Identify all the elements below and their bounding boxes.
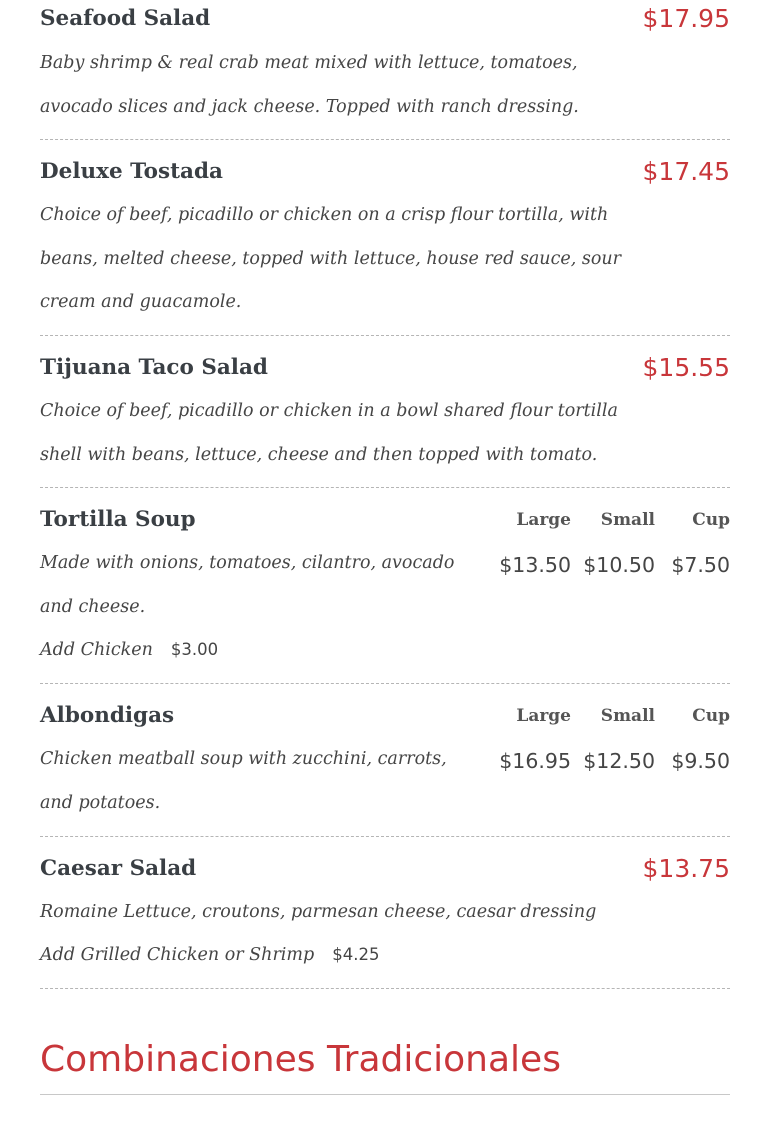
description-line: Baby shrimp & real crab meat mixed with lettuce, tomatoes, [40, 53, 578, 73]
item-name: Albondigas [40, 703, 175, 728]
size-price: $12.50 [583, 749, 655, 773]
menu-list [40, 0, 730, 989]
size-label: Large [516, 510, 571, 530]
item-name: Deluxe Tostada [40, 159, 223, 184]
size-column-large [499, 512, 571, 576]
add-on [40, 947, 379, 965]
menu-item-deluxe-tostada [40, 140, 730, 336]
description-line: beans, melted cheese, topped with lettuce, house red sauce, sour [40, 248, 622, 269]
description-line: Chicken meatball soup with zucchini, carrots, [40, 749, 447, 769]
description-line: avocado slices and jack cheese. Topped with ranch dressing. [40, 96, 579, 117]
section-divider [40, 1094, 730, 1095]
menu-item-tortilla-soup [40, 488, 730, 684]
size-label: Large [516, 706, 571, 726]
add-on-price: $4.25 [332, 945, 380, 964]
description-line: and cheese. [40, 596, 146, 617]
size-column-large [499, 708, 571, 772]
menu-item-albondigas [40, 684, 730, 837]
size-price: $13.50 [499, 553, 571, 577]
description-line: Romaine Lettuce, croutons, parmesan cheese, caesar dressing [40, 902, 597, 922]
size-column-small [583, 708, 655, 772]
description-line: shell with beans, lettuce, cheese and then topped with tomato. [40, 444, 598, 465]
item-description [40, 42, 640, 129]
menu-item-caesar-salad [40, 837, 730, 989]
size-column-small [583, 512, 655, 576]
item-price: $13.75 [642, 854, 730, 883]
item-name: Caesar Salad [40, 856, 197, 881]
item-description [40, 738, 495, 825]
add-on-label: Add Chicken [40, 640, 153, 660]
section-title: Combinaciones Tradicionales [40, 1039, 561, 1080]
size-price: $16.95 [499, 749, 571, 773]
size-label: Small [600, 706, 655, 726]
description-line: cream and guacamole. [40, 292, 242, 312]
add-on-price: $3.00 [170, 640, 219, 659]
size-label: Cup [692, 706, 730, 726]
size-price: $9.50 [671, 749, 730, 773]
section-intro-cropped [40, 1116, 730, 1130]
description-line: Choice of beef, picadillo or chicken on a crisp flour tortilla, with [40, 205, 609, 225]
item-price: $17.95 [642, 4, 730, 33]
item-price: $15.55 [642, 353, 730, 382]
menu-item-tijuana-taco-salad [40, 336, 730, 488]
item-name: Tortilla Soup [40, 507, 196, 532]
menu-item-seafood-salad [40, 0, 730, 140]
description-line: Made with onions, tomatoes, cilantro, avocado [40, 553, 455, 573]
size-column-cup [671, 512, 730, 576]
add-on-label: Add Grilled Chicken or Shrimp [40, 945, 315, 965]
item-description [40, 542, 495, 629]
item-description [40, 194, 660, 325]
description-line: Choice of beef, picadillo or chicken in a bowl shared flour tortilla [40, 401, 618, 421]
size-label: Cup [692, 510, 730, 530]
item-price: $17.45 [642, 157, 730, 186]
add-on [40, 642, 218, 660]
item-description [40, 891, 660, 935]
size-price: $10.50 [583, 553, 655, 577]
size-label: Small [600, 510, 655, 530]
size-column-cup [671, 708, 730, 772]
item-name: Tijuana Taco Salad [40, 355, 268, 380]
description-line: and potatoes. [40, 792, 161, 813]
item-name: Seafood Salad [40, 6, 211, 31]
size-price: $7.50 [671, 553, 730, 577]
item-description [40, 390, 660, 477]
